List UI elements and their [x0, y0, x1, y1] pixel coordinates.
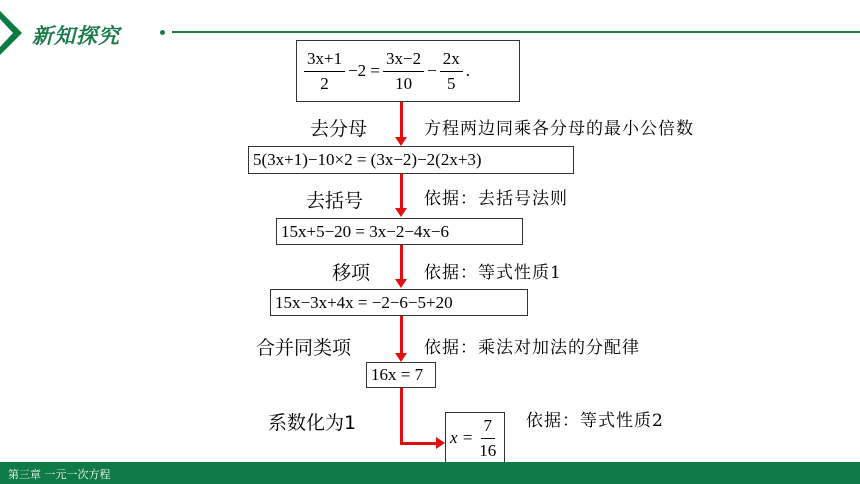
fraction-1 [304, 49, 345, 94]
step-2-label: 去括号 [306, 190, 364, 212]
arrow-4-head [395, 353, 407, 362]
footer-bar [0, 462, 860, 484]
fraction-2-numerator: 3x−2 [383, 49, 424, 72]
arrow-5-shaft-horizontal [400, 442, 436, 445]
step-3-note: 依据：等式性质1 [424, 263, 562, 283]
step-1-label: 去分母 [310, 118, 368, 140]
arrow-3-shaft [400, 245, 403, 279]
equation-period: . [465, 61, 470, 80]
arrow-3-head [395, 279, 407, 288]
fraction-result [476, 416, 499, 461]
equation-original [296, 40, 520, 102]
arrow-4-shaft [400, 316, 403, 353]
arrow-2-head [395, 208, 407, 217]
equation-step-5-lhs: x = [450, 428, 474, 447]
footer-chapter-text: 第三章 一元一次方程 [8, 468, 111, 481]
equation-step-5 [445, 412, 505, 464]
fraction-2 [383, 49, 424, 94]
fraction-3-numerator: 2x [440, 49, 463, 72]
equation-step-1: 5(3x+1)−10×2 = (3x−2)−2(2x+3) [248, 146, 574, 174]
equation-step-4: 16x = 7 [366, 362, 436, 388]
fraction-3-denominator: 5 [446, 73, 456, 93]
step-1-note: 方程两边同乘各分母的最小公倍数 [424, 119, 694, 139]
arrow-5-shaft-vertical [400, 388, 403, 445]
equation-minus: − [427, 61, 437, 80]
step-5-label: 系数化为1 [268, 412, 357, 434]
fraction-result-numerator: 7 [481, 416, 496, 439]
fraction-1-numerator: 3x+1 [304, 49, 345, 72]
section-title: 新知探究 [32, 24, 120, 48]
arrow-1-head [395, 137, 407, 146]
fraction-3 [440, 49, 463, 94]
step-3-label: 移项 [332, 262, 371, 284]
header-rule [172, 31, 860, 33]
equation-step-2: 15x+5−20 = 3x−2−4x−6 [276, 218, 523, 245]
fraction-1-denominator: 2 [320, 73, 329, 93]
arrow-2-shaft [400, 174, 403, 208]
step-4-note: 依据：乘法对加法的分配律 [424, 338, 640, 358]
fraction-result-denominator: 16 [479, 440, 497, 460]
header-triangle-inner [0, 19, 13, 47]
step-2-note: 依据：去括号法则 [424, 189, 568, 209]
equation-middle: −2 = [348, 61, 381, 80]
arrow-5-head [436, 437, 445, 449]
step-4-label: 合并同类项 [256, 337, 352, 359]
fraction-2-denominator: 10 [395, 73, 413, 93]
step-5-note: 依据：等式性质2 [526, 411, 664, 431]
header-dot [160, 30, 165, 35]
arrow-1-shaft [400, 102, 403, 137]
equation-step-3: 15x−3x+4x = −2−6−5+20 [270, 289, 528, 316]
